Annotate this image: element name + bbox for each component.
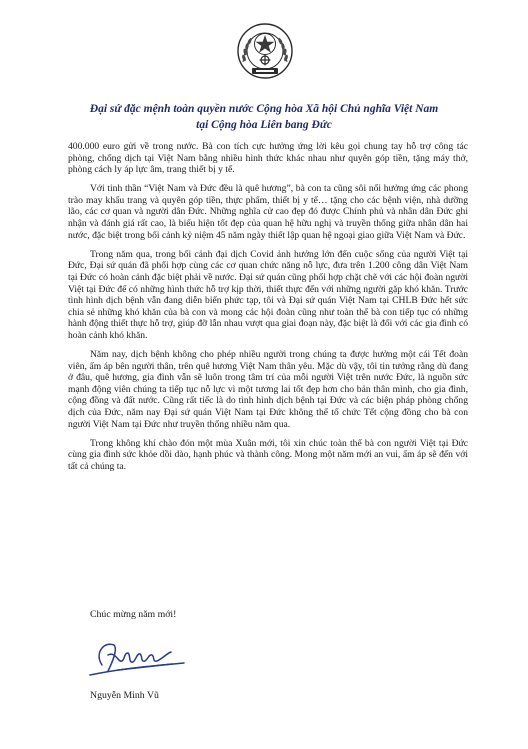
- handwritten-signature-icon: [88, 633, 186, 681]
- letter-body: [68, 141, 468, 480]
- paragraph: 400.000 euro gửi về trong nước. Bà con tích cực hưởng ứng lời kêu gọi chung tay hỗ trợ công tác phòng, chống dịch tại Việt Nam bằng nhiều hình thức khác nhau như quyên góp tiền, tặng máy thở, phòng cách ly áp lực âm, trang thiết bị y tế.: [68, 141, 468, 176]
- header-line-2: tại Cộng hòa Liên bang Đức: [196, 119, 332, 131]
- paragraph: Năm nay, dịch bệnh không cho phép nhiều người trong chúng ta được hưởng một cái Tết đoàn viên, ấm áp bên người thân, trên quê hương Việt Nam thân yêu. Mặc dù vậy, tôi tin tưởng rằng dù đang ở đâu, quê hương, gia đình vẫn sẽ luôn trong tâm trí của mỗi người Việt trên nước Đức, là nguồn sức mạnh động viên chúng ta tiếp tục nỗ lực vì một tương lai tốt đẹp hơn cho bản thân mình, cho gia đình, cộng đồng và đất nước. Cũng rất tiếc là do tình hình dịch bệnh tại Đức và các biện pháp phòng chống dịch của Đức, năm nay Đại sứ quán Việt Nam tại Đức không thể tổ chức Tết cộng đồng cho bà con người Việt Nam tại Đức như truyền thống nhiều năm qua.: [68, 349, 468, 430]
- national-emblem-icon: [235, 22, 295, 82]
- closing-greeting: Chúc mừng năm mới!: [90, 609, 177, 620]
- paragraph: Trong năm qua, trong bối cảnh đại dịch Covid ảnh hưởng lớn đến cuộc sống của người Việt tại Đức, Đại sứ quán đã phối hợp cùng các cơ quan chức năng nỗ lực, đưa trên 1.200 công dân Việt Nam tại Đức có hoàn cảnh đặc biệt phải về nước. Đại sứ quán cũng phối hợp chặt chẽ với các hội đoàn người Việt tại Đức để có những hình thức hỗ trợ kịp thời, thiết thực đến với những người gặp khó khăn. Trước tình hình dịch bệnh vẫn đang diễn biến phức tạp, tôi và Đại sứ quán Việt Nam tại CHLB Đức hết sức chia sẻ những khó khăn của bà con và mong các hội đoàn cũng như toàn thể bà con tiếp tục có những hành động thiết thực hỗ trợ, giúp đỡ lẫn nhau vượt qua giai đoạn này, đặc biệt là đối với các gia đình có hoàn cảnh khó khăn.: [68, 248, 468, 341]
- letter-header: [40, 101, 488, 133]
- paragraph: Trong không khí chào đón một mùa Xuân mới, tôi xin chúc toàn thể bà con người Việt tại Đức cùng gia đình sức khỏe dồi dào, hạnh phúc và thành công. Mong một năm mới an vui, ấm áp sẽ đến với tất cả chúng ta.: [68, 437, 468, 472]
- paragraph: Với tinh thần “Việt Nam và Đức đều là quê hương”, bà con ta cũng sôi nổi hưởng ứng các phong trào may khẩu trang và quyên góp tiền, thực phẩm, thiết bị y tế… tặng cho các bệnh viện, nhà dưỡng lão, các cơ quan và người dân Đức. Những nghĩa cử cao đẹp đó được Chính phủ và nhân dân Đức ghi nhận và đánh giá rất cao, là biểu hiện tốt đẹp của quan hệ hữu nghị và truyền thống giữa nhân dân hai nước, đặc biệt trong bối cảnh kỷ niệm 45 năm ngày thiết lập quan hệ ngoại giao giữa Việt Nam và Đức.: [68, 183, 468, 241]
- signer-name: Nguyễn Minh Vũ: [90, 690, 159, 701]
- header-line-1: Đại sứ đặc mệnh toàn quyền nước Cộng hòa Xã hội Chủ nghĩa Việt Nam: [89, 103, 439, 115]
